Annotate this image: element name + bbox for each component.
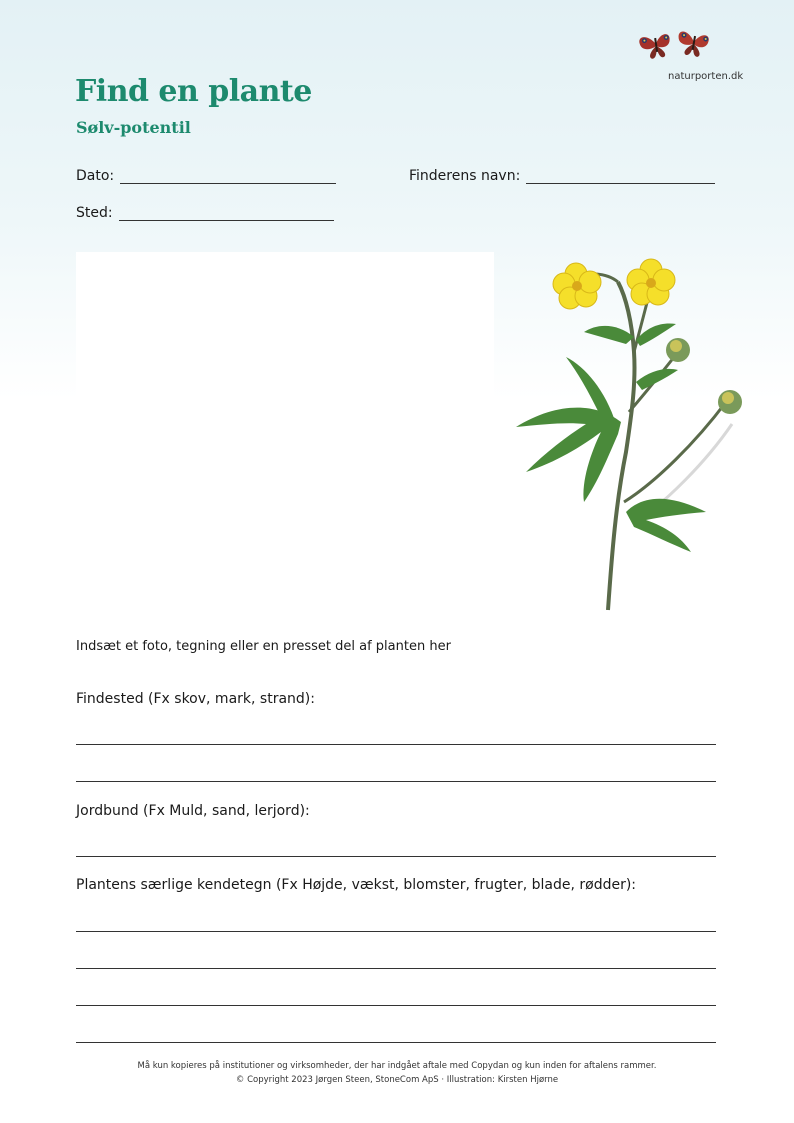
traits-line-2[interactable] (76, 968, 716, 969)
silver-cinquefoil-icon (486, 252, 758, 628)
place-field[interactable] (119, 220, 334, 221)
logo-text: naturporten.dk (668, 71, 744, 82)
traits-line-1[interactable] (76, 931, 716, 932)
traits-line-3[interactable] (76, 1005, 716, 1006)
location-line-2[interactable] (76, 781, 716, 782)
plant-illustration (486, 252, 758, 628)
location-line-1[interactable] (76, 744, 716, 745)
page-subtitle: Sølv-potentil (76, 118, 191, 137)
finder-label: Finderens navn: (409, 168, 521, 184)
finder-name-field[interactable] (526, 183, 715, 184)
date-field[interactable] (120, 183, 336, 184)
place-label: Sted: (76, 205, 113, 221)
footer-license: Må kun kopieres på institutioner og virksomheder, der har indgået aftale med Copydan og kun inden for aftalens rammer. (137, 1061, 657, 1071)
logo (636, 26, 716, 62)
location-label: Findested (Fx skov, mark, strand): (76, 691, 315, 707)
traits-label: Plantens særlige kendetegn (Fx Højde, vækst, blomster, frugter, blade, rødder): (76, 877, 637, 893)
soil-line-1[interactable] (76, 856, 716, 857)
date-label: Dato: (76, 168, 115, 184)
butterfly-icon (636, 26, 716, 62)
soil-label: Jordbund (Fx Muld, sand, lerjord): (76, 803, 310, 819)
footer-copyright: © Copyright 2023 Jørgen Steen, StoneCom ApS · Illustration: Kirsten Hjørne (235, 1075, 559, 1085)
photo-insert-area[interactable] (76, 252, 494, 628)
page-title: Find en plante (75, 74, 312, 109)
photo-caption: Indsæt et foto, tegning eller en presset del af planten her (76, 639, 451, 654)
traits-line-4[interactable] (76, 1042, 716, 1043)
